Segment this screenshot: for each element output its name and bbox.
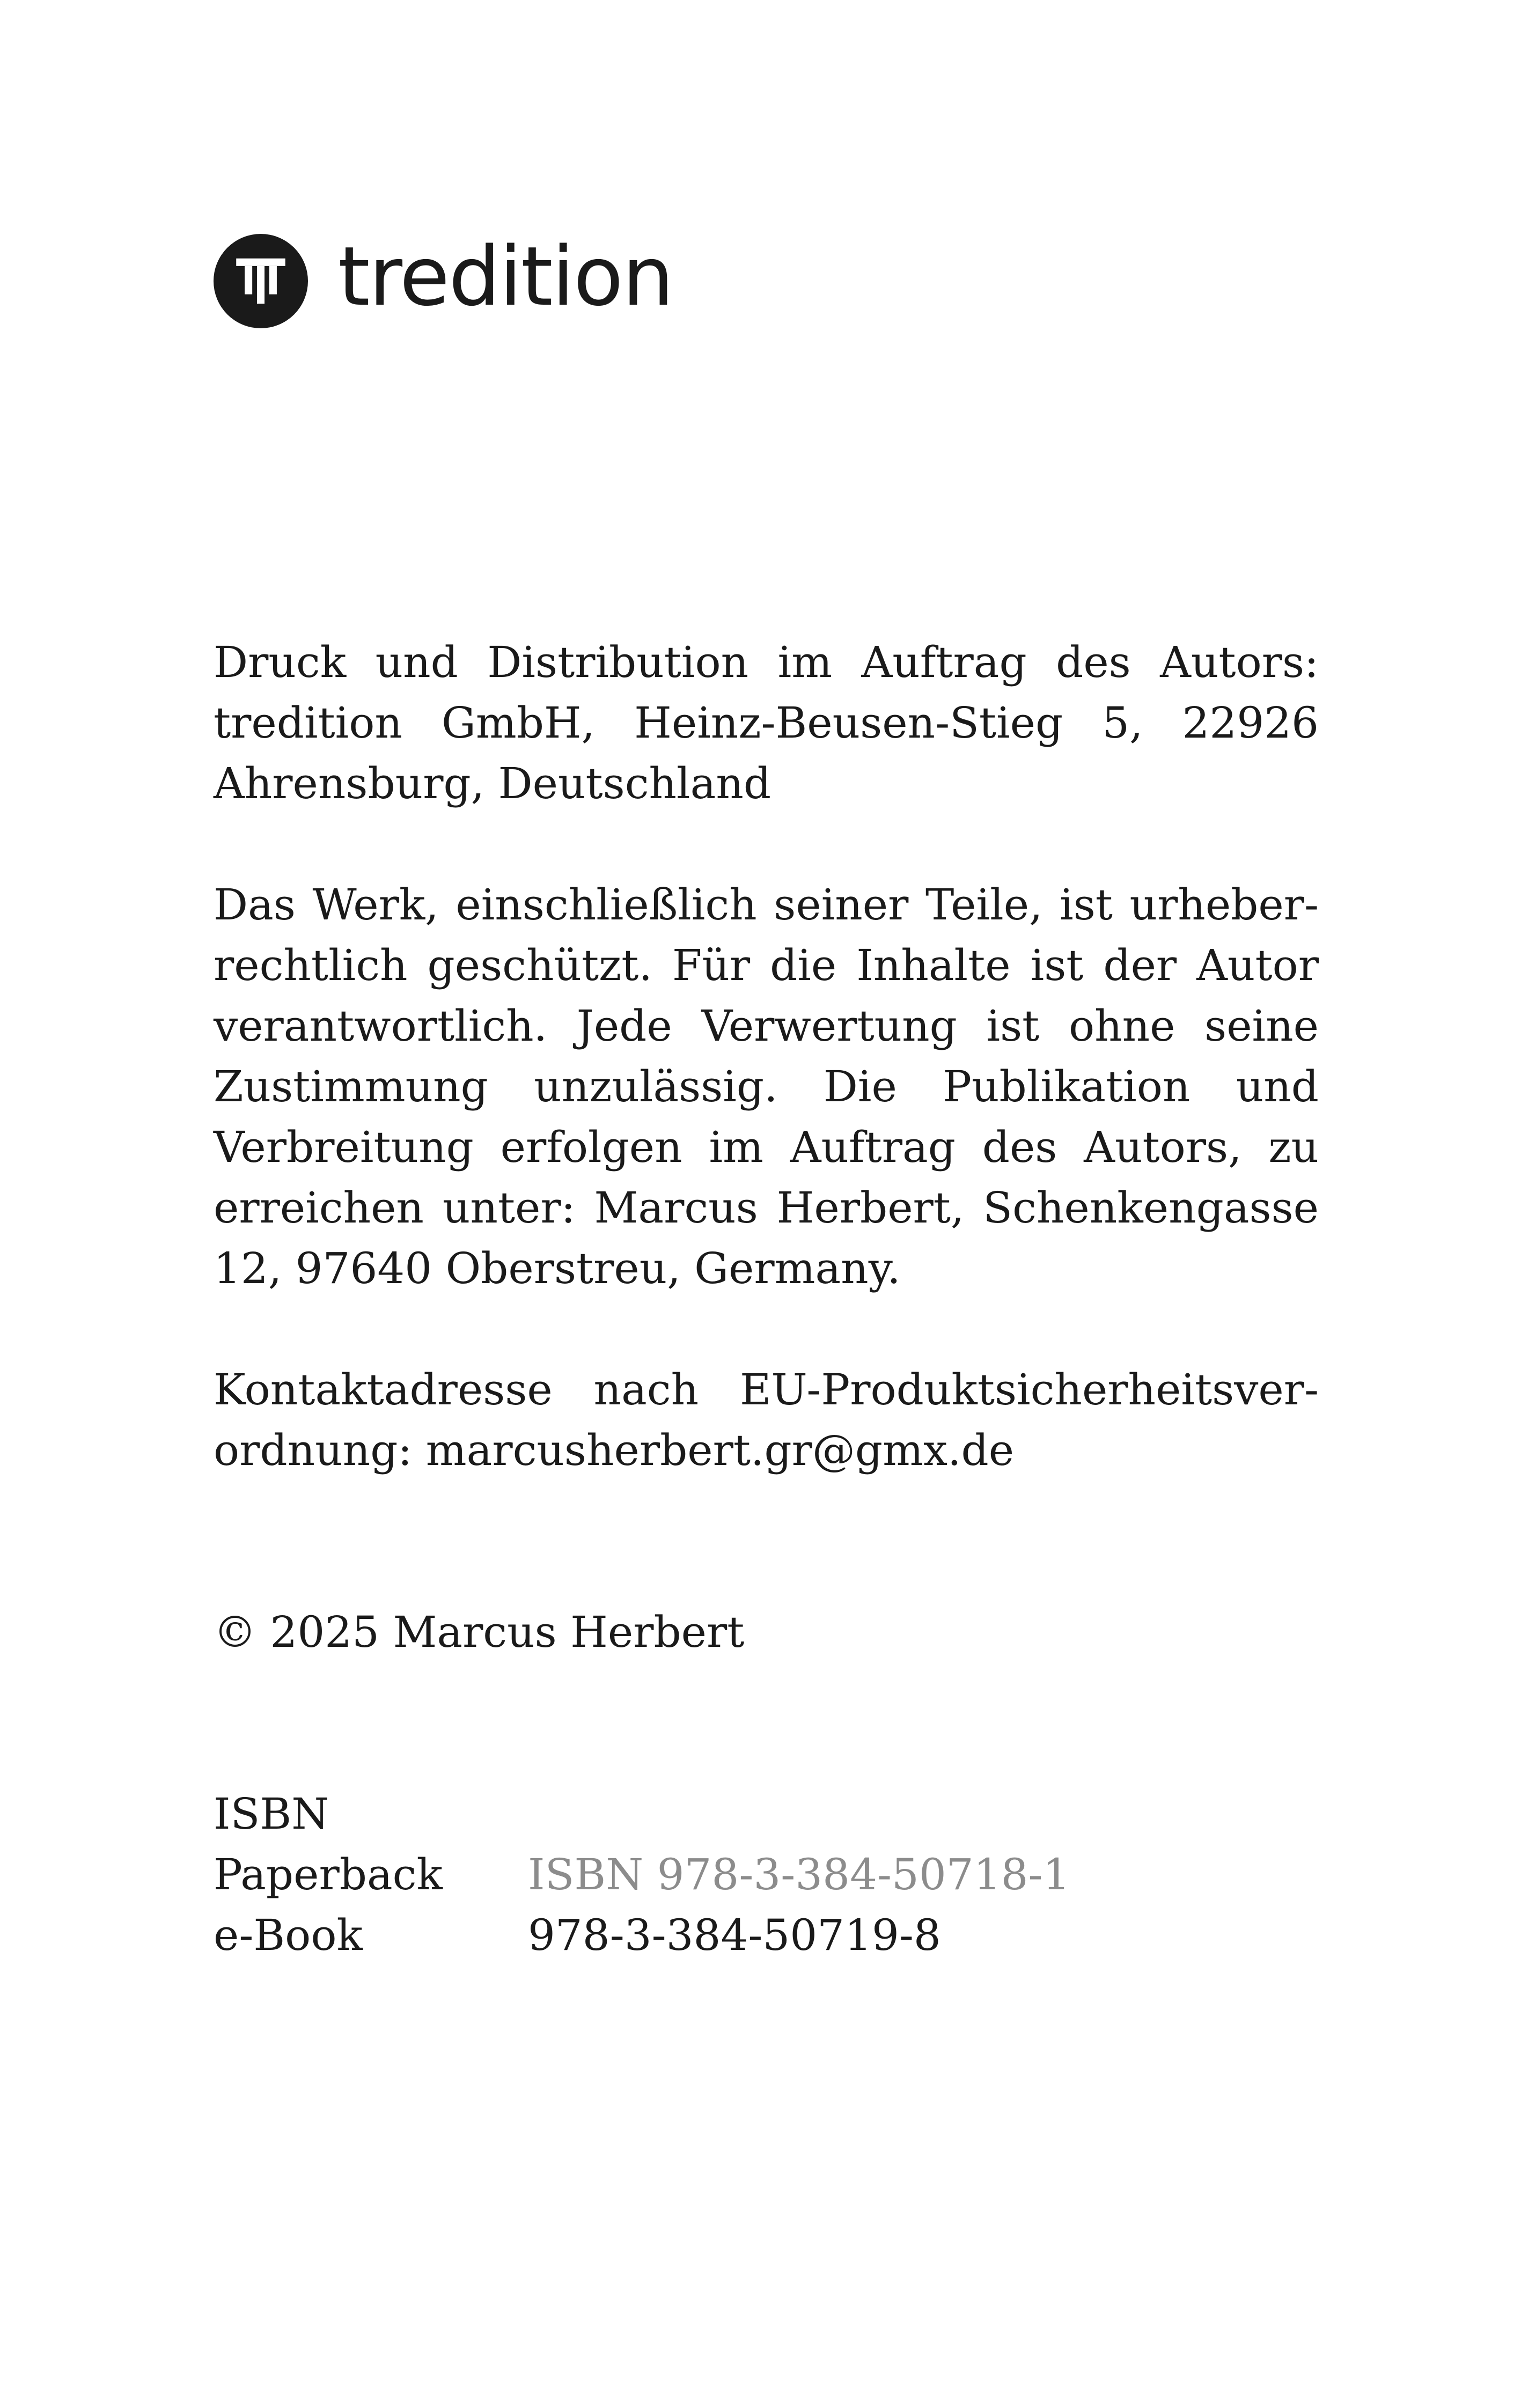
spacer <box>214 1299 1319 1359</box>
isbn-row-paperback <box>214 1844 1319 1905</box>
isbn-label: Paperback <box>214 1850 443 1899</box>
publisher-logo <box>214 229 673 329</box>
spacer <box>214 814 1319 874</box>
isbn-value: 978-3-384-50719-8 <box>528 1910 941 1960</box>
spacer <box>214 1481 1319 1602</box>
isbn-label: e-Book <box>214 1910 363 1960</box>
imprint-content <box>214 632 1319 1965</box>
print-distribution-text: Druck und Distribution im Auftrag des Autors: tredition GmbH, Heinz-Beusen-Stieg 5, 22926 Ahrensburg, Deutschland <box>214 637 1319 808</box>
copyright-notice-text: Das Werk, einschließlich seiner Teile, ist urheberrechtlich geschützt. Für die Inhalte ist der Autor verantwortlich. Jede Verwertung ist ohne seine Zustimmung unzulässig. Die Publikation und Verbreitung erfolgen im Auftrag des Autors, zu erreichen unter: Marcus Herbert, Schenkengasse 12, 97640 Oberstreu, Germany. <box>214 880 1319 1293</box>
isbn-row-ebook <box>214 1905 1319 1965</box>
logo-wordmark: tredition <box>338 229 673 324</box>
isbn-value: ISBN 978-3-384-50718-1 <box>528 1850 1070 1899</box>
isbn-heading: ISBN <box>214 1789 329 1839</box>
tredition-tt-icon <box>214 234 308 328</box>
copyright-line: © 2025 Marcus Herbert <box>214 1607 745 1657</box>
spacer <box>214 1662 1319 1784</box>
contact-text: Kontaktadresse nach EU-Produktsicherheitsverordnung: marcusherbert.gr@gmx.de <box>214 1365 1319 1475</box>
